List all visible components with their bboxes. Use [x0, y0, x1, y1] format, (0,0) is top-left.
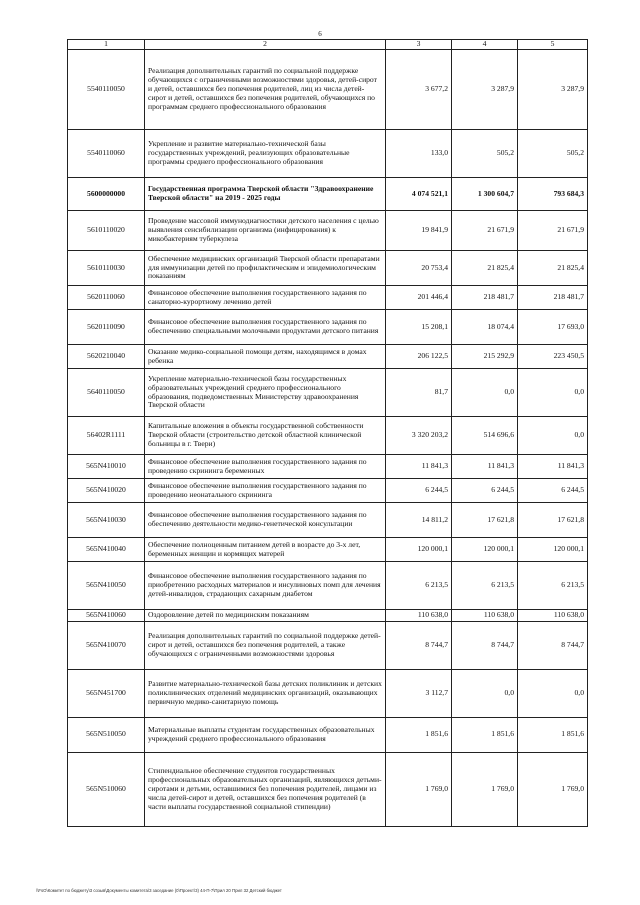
row-name: Стипендиальное обеспечение студентов государственных профессиональных образовательных организаций, являющихся детьми-сиротами и детьми, оставшимися без попечения родителей, лицами из числа детей-сирот и детей, оставшихся без попечения родителей (в части выплаты государственной социальной стипендии) [145, 752, 386, 826]
row-value-col5: 17 693,0 [518, 310, 588, 345]
row-value-col3: 3 112,7 [386, 669, 452, 717]
row-code: 565N410070 [68, 621, 145, 669]
table-row [68, 717, 588, 752]
row-value-col5: 110 638,0 [518, 610, 588, 622]
table-header-row [68, 40, 588, 50]
row-value-col4: 8 744,7 [452, 621, 518, 669]
row-value-col5: 505,2 [518, 130, 588, 178]
row-name: Укрепление материально-технической базы государственных образовательных учреждений среднего профессионального образования, подведомственных Министерству здравоохранения Тверской области [145, 369, 386, 417]
row-name: Обеспечение медицинских организаций Тверской области препаратами для иммунизации детей по профилактическим и эпидемиологическим показаниям [145, 251, 386, 286]
table-row [68, 286, 588, 310]
row-name: Финансовое обеспечение выполнения государственного задания по санаторно-курортному лечению детей [145, 286, 386, 310]
row-value-col5: 21 671,9 [518, 211, 588, 251]
row-code: 565N451700 [68, 669, 145, 717]
row-value-col4: 17 621,8 [452, 503, 518, 538]
row-code: 565N410050 [68, 562, 145, 610]
row-value-col3: 20 753,4 [386, 251, 452, 286]
row-value-col3: 14 811,2 [386, 503, 452, 538]
row-name: Финансовое обеспечение выполнения государственного задания по обеспечению деятельности медико-генетической консультации [145, 503, 386, 538]
row-value-col4: 6 213,5 [452, 562, 518, 610]
row-value-col4: 514 696,6 [452, 417, 518, 455]
table-row [68, 610, 588, 622]
row-value-col3: 3 677,2 [386, 50, 452, 130]
row-value-col3: 11 841,3 [386, 455, 452, 479]
row-name: Укрепление и развитие материально-технической базы государственных учреждений, реализующих образовательные программы среднего профессионального образования [145, 130, 386, 178]
header-cell-4: 4 [452, 40, 518, 50]
file-path-footer: \\FsO\Комитет по бюджету\3 созыв\Документы комитета\3 заседание (0\Проект\3) 44-П-7\Прил 20 Прил 32 Детский бюджет [36, 888, 282, 893]
row-value-col3: 3 320 203,2 [386, 417, 452, 455]
row-code: 5620210040 [68, 345, 145, 369]
table-row [68, 503, 588, 538]
row-value-col4: 1 300 604,7 [452, 178, 518, 211]
row-value-col5: 0,0 [518, 417, 588, 455]
row-code: 565N510060 [68, 752, 145, 826]
table-row [68, 752, 588, 826]
row-code: 5640110050 [68, 369, 145, 417]
row-name: Реализация дополнительных гарантий по социальной поддержке обучающихся с ограниченными возможностями здоровья, детей-сирот и детей, оставшихся без попечения родителей, лиц из числа детей-сирот и детей, оставшихся без попечения родителей, обучающихся по программам среднего профессионального образования [145, 50, 386, 130]
table-row [68, 417, 588, 455]
table-row [68, 178, 588, 211]
table-row [68, 310, 588, 345]
table-row [68, 538, 588, 562]
row-name: Развитие материально-технической базы детских поликлиник и детских поликлинических отделений медицинских организаций, оказывающих первичную медико-санитарную помощь [145, 669, 386, 717]
row-name: Реализация дополнительных гарантий по социальной поддержке детей-сирот и детей, оставшихся без попечения родителей, а также обучающихся с ограниченными возможностями здоровья [145, 621, 386, 669]
row-value-col4: 215 292,9 [452, 345, 518, 369]
header-cell-2: 2 [145, 40, 386, 50]
row-name: Оздоровление детей по медицинским показаниям [145, 610, 386, 622]
row-value-col4: 0,0 [452, 669, 518, 717]
row-value-col5: 6 244,5 [518, 479, 588, 503]
row-value-col4: 18 074,4 [452, 310, 518, 345]
header-cell-3: 3 [386, 40, 452, 50]
header-cell-1: 1 [68, 40, 145, 50]
row-value-col3: 81,7 [386, 369, 452, 417]
row-value-col3: 8 744,7 [386, 621, 452, 669]
row-value-col3: 19 841,9 [386, 211, 452, 251]
table-row [68, 130, 588, 178]
row-code: 5540110050 [68, 50, 145, 130]
page-number: 6 [318, 30, 322, 38]
row-value-col4: 21 671,9 [452, 211, 518, 251]
row-code: 565N410060 [68, 610, 145, 622]
budget-table [67, 39, 588, 827]
row-value-col5: 793 684,3 [518, 178, 588, 211]
table-row [68, 479, 588, 503]
row-value-col3: 201 446,4 [386, 286, 452, 310]
row-name: Финансовое обеспечение выполнения государственного задания по проведению неонатального скрининга [145, 479, 386, 503]
row-code: 5600000000 [68, 178, 145, 211]
row-value-col4: 505,2 [452, 130, 518, 178]
row-value-col3: 6 244,5 [386, 479, 452, 503]
row-value-col5: 8 744,7 [518, 621, 588, 669]
header-cell-5: 5 [518, 40, 588, 50]
row-code: 565N510050 [68, 717, 145, 752]
row-name: Оказание медико-социальной помощи детям, находящимся в домах ребенка [145, 345, 386, 369]
row-value-col5: 3 287,9 [518, 50, 588, 130]
row-value-col5: 120 000,1 [518, 538, 588, 562]
row-value-col5: 6 213,5 [518, 562, 588, 610]
row-code: 5610110030 [68, 251, 145, 286]
row-value-col3: 206 122,5 [386, 345, 452, 369]
row-name: Финансовое обеспечение выполнения государственного задания по проведению скрининга беременных [145, 455, 386, 479]
row-name: Обеспечение полноценным питанием детей в возрасте до 3-х лет, беременных женщин и кормящих матерей [145, 538, 386, 562]
row-value-col4: 218 481,7 [452, 286, 518, 310]
row-value-col5: 218 481,7 [518, 286, 588, 310]
table-row [68, 562, 588, 610]
row-name: Капитальные вложения в объекты государственной собственности Тверской области (строительство детской областной клинической больницы в г. Твери) [145, 417, 386, 455]
row-value-col4: 1 769,0 [452, 752, 518, 826]
row-code: 5610110020 [68, 211, 145, 251]
row-code: 5540110060 [68, 130, 145, 178]
row-value-col3: 110 638,0 [386, 610, 452, 622]
row-code: 565N410040 [68, 538, 145, 562]
row-name: Материальные выплаты студентам государственных образовательных учреждений среднего профессионального образования [145, 717, 386, 752]
row-value-col3: 15 208,1 [386, 310, 452, 345]
row-value-col3: 1 851,6 [386, 717, 452, 752]
row-value-col5: 11 841,3 [518, 455, 588, 479]
table-row [68, 211, 588, 251]
row-value-col5: 1 769,0 [518, 752, 588, 826]
row-code: 56402R1111 [68, 417, 145, 455]
row-name: Государственная программа Тверской области "Здравоохранение Тверской области" на 2019 - 2025 годы [145, 178, 386, 211]
row-value-col4: 110 638,0 [452, 610, 518, 622]
row-value-col3: 1 769,0 [386, 752, 452, 826]
row-code: 5620110060 [68, 286, 145, 310]
row-value-col3: 133,0 [386, 130, 452, 178]
row-value-col4: 120 000,1 [452, 538, 518, 562]
row-code: 565N410030 [68, 503, 145, 538]
row-value-col5: 21 825,4 [518, 251, 588, 286]
table-row [68, 669, 588, 717]
row-value-col5: 223 450,5 [518, 345, 588, 369]
table-row [68, 455, 588, 479]
table-row [68, 369, 588, 417]
row-value-col5: 0,0 [518, 669, 588, 717]
row-value-col3: 6 213,5 [386, 562, 452, 610]
row-code: 565N410010 [68, 455, 145, 479]
table-row [68, 251, 588, 286]
row-value-col3: 4 074 521,1 [386, 178, 452, 211]
row-value-col3: 120 000,1 [386, 538, 452, 562]
row-name: Проведение массовой иммунодиагностики детского населения с целью выявления сенсибилизации организма (инфицирования) к микобактериям туберкулеза [145, 211, 386, 251]
table-row [68, 621, 588, 669]
row-value-col4: 3 287,9 [452, 50, 518, 130]
row-value-col4: 21 825,4 [452, 251, 518, 286]
row-value-col4: 6 244,5 [452, 479, 518, 503]
row-name: Финансовое обеспечение выполнения государственного задания по обеспечению специальными молочными продуктами детского питания [145, 310, 386, 345]
row-value-col4: 11 841,3 [452, 455, 518, 479]
row-value-col4: 0,0 [452, 369, 518, 417]
row-value-col5: 0,0 [518, 369, 588, 417]
table-row [68, 345, 588, 369]
row-name: Финансовое обеспечение выполнения государственного задания по приобретению расходных материалов и инсулиновых помп для лечения детей-инвалидов, страдающих сахарным диабетом [145, 562, 386, 610]
row-code: 565N410020 [68, 479, 145, 503]
row-code: 5620110090 [68, 310, 145, 345]
row-value-col5: 1 851,6 [518, 717, 588, 752]
row-value-col5: 17 621,8 [518, 503, 588, 538]
row-value-col4: 1 851,6 [452, 717, 518, 752]
table-row [68, 50, 588, 130]
